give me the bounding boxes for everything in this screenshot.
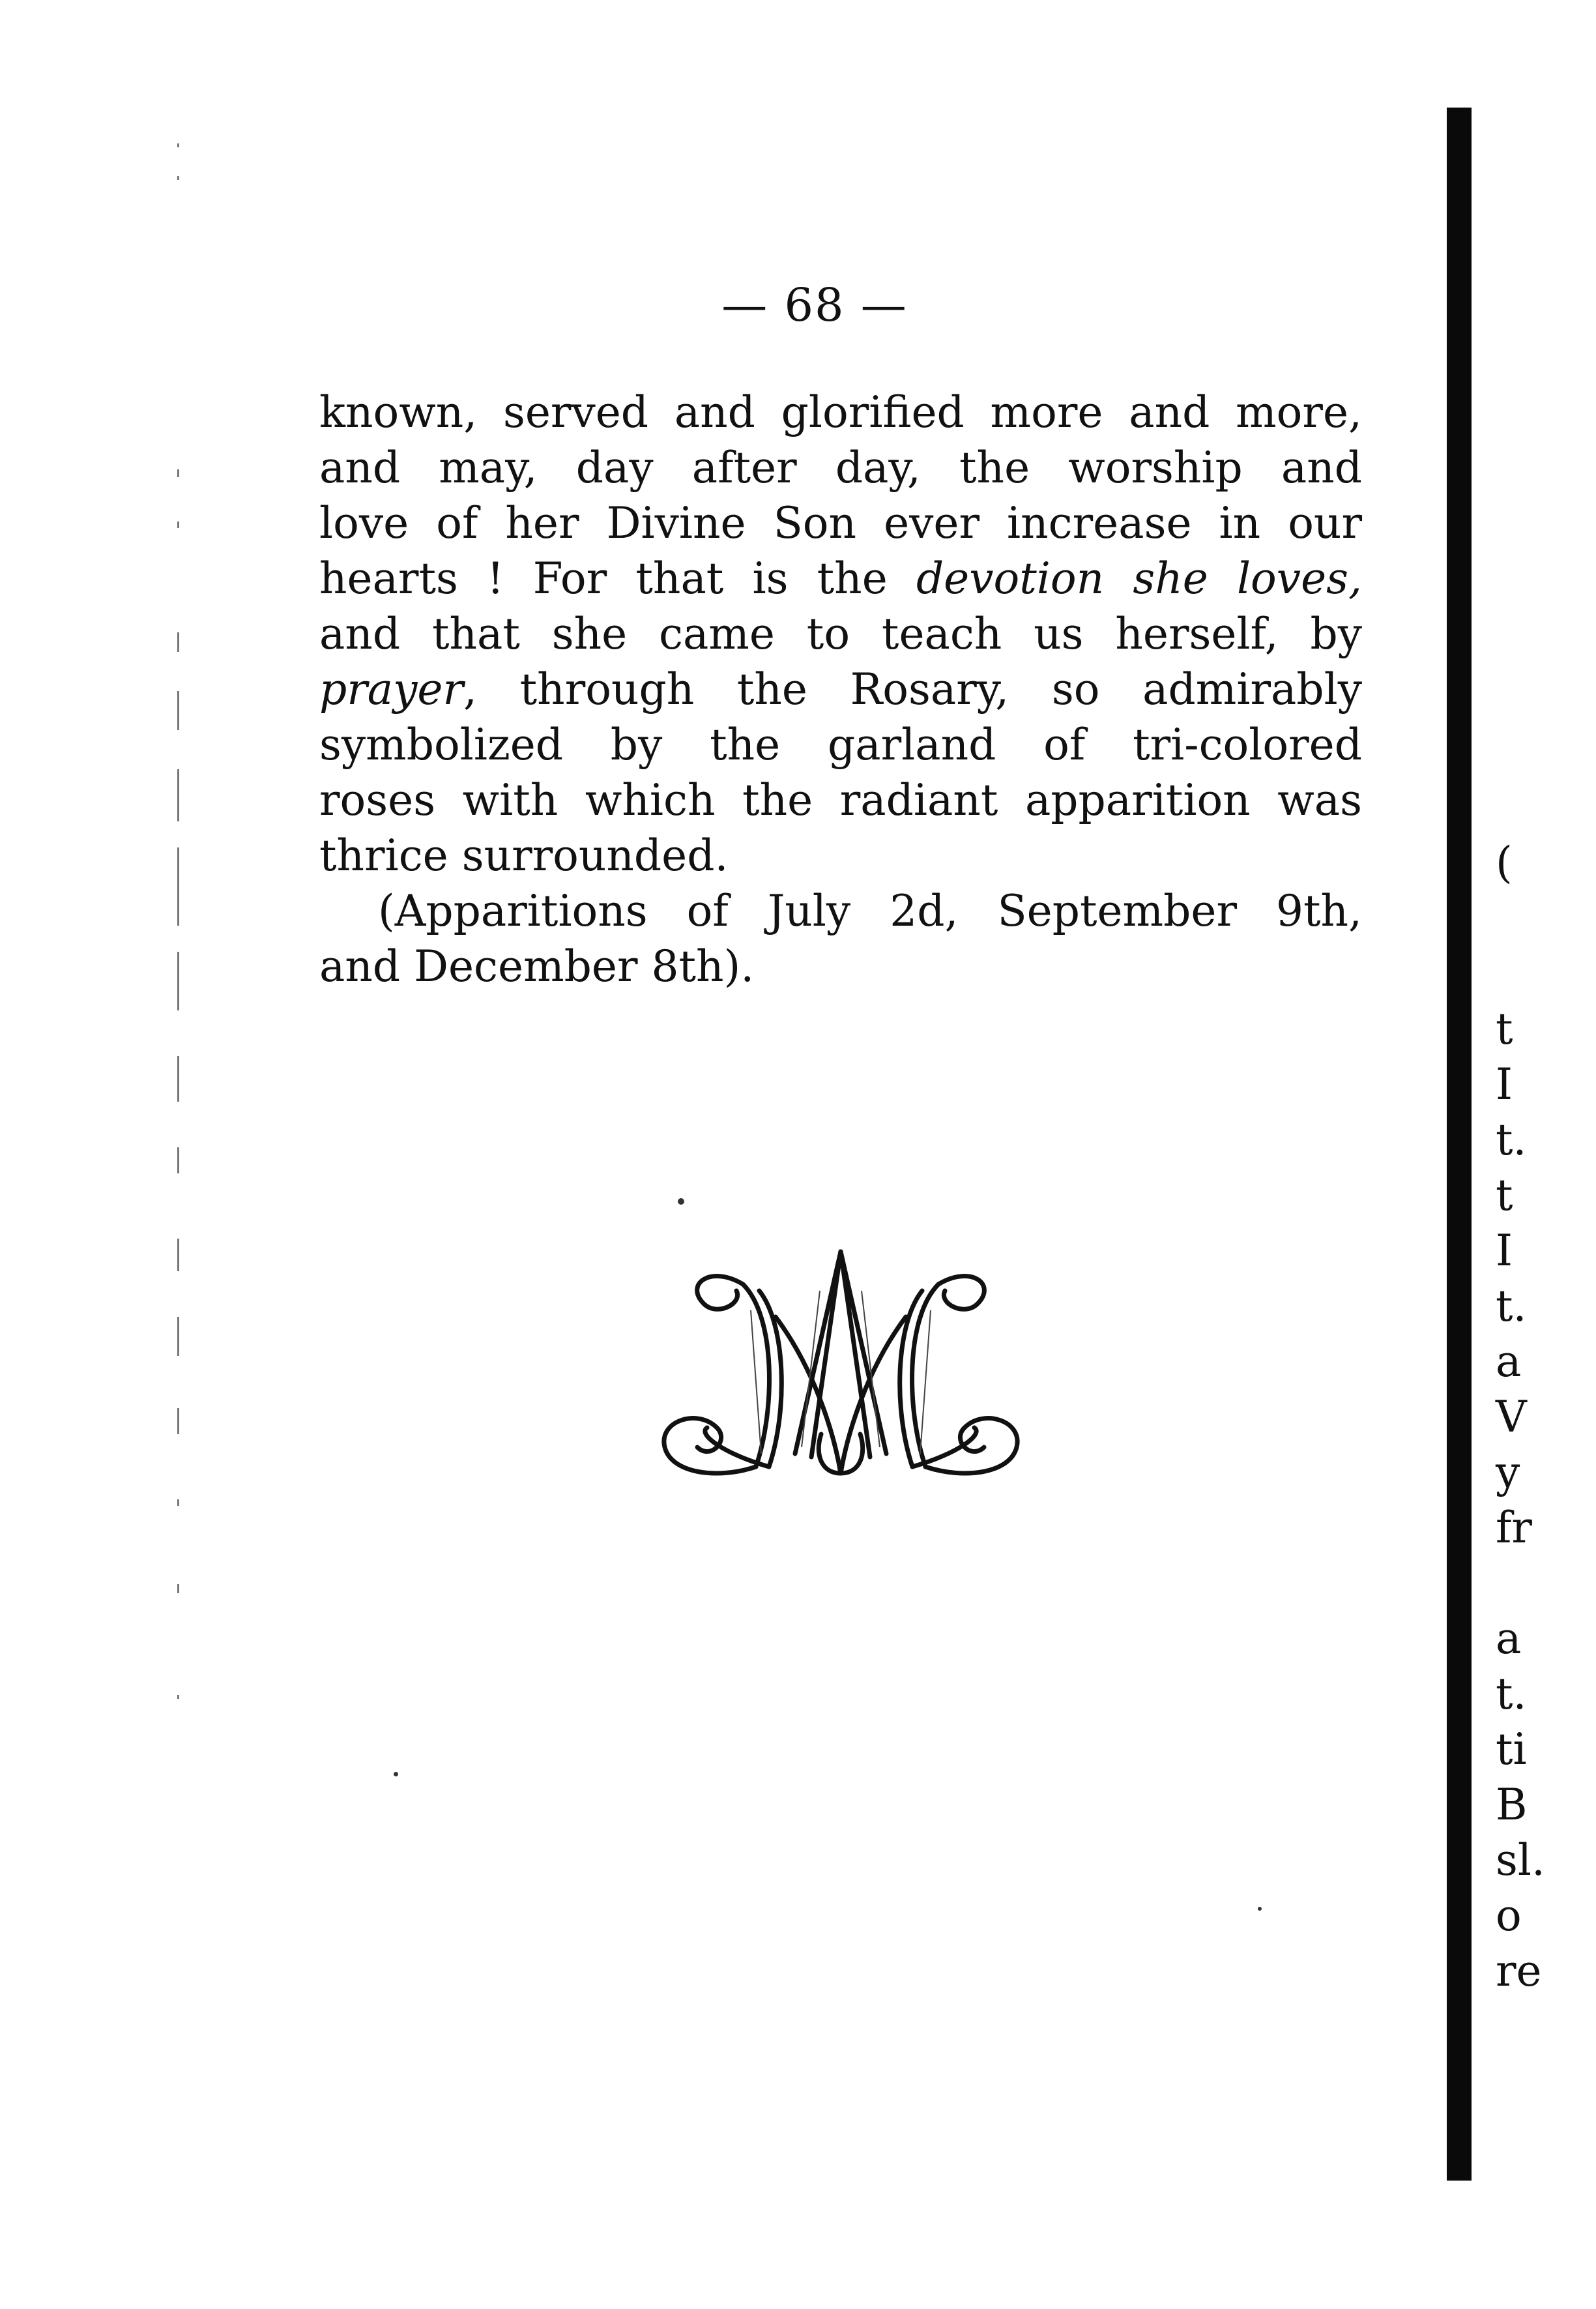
- body-text: [319, 385, 1362, 994]
- text-line: known, served and glorified more and more,: [319, 387, 1362, 437]
- text-line: love of her Divine Son ever increase in our: [319, 498, 1362, 548]
- text-line: symbolized by the garland of tri-colored: [319, 720, 1362, 770]
- fragment-glyph: B: [1496, 1780, 1528, 1830]
- scan-left-edge: [176, 130, 181, 1890]
- text-line: [319, 551, 1362, 606]
- fragment-glyph: V: [1496, 1392, 1527, 1442]
- fragment-glyph: ti: [1496, 1724, 1527, 1774]
- text-line: [319, 662, 1362, 717]
- fragment-glyph: y: [1496, 1447, 1520, 1497]
- text-run: , through the Rosary, so admirably: [463, 664, 1362, 714]
- speck: [394, 1772, 398, 1776]
- text-line: thrice surrounded.: [319, 831, 729, 881]
- fragment-glyph: I: [1496, 1226, 1513, 1276]
- fragment-glyph: a: [1496, 1336, 1522, 1387]
- text-line: and December 8th).: [319, 941, 755, 992]
- fragment-glyph: re: [1496, 1946, 1542, 1996]
- fragment-glyph: t: [1496, 1004, 1513, 1054]
- fragment-glyph: t.: [1496, 1281, 1527, 1331]
- speck: [1258, 1907, 1262, 1911]
- italic-run: prayer: [319, 664, 464, 714]
- page-number: — 68 —: [721, 278, 908, 332]
- fragment-glyph: a: [1496, 1613, 1522, 1664]
- fragment-glyph: t.: [1496, 1115, 1527, 1165]
- fragment-glyph: fr: [1496, 1503, 1532, 1553]
- text-run: hearts ! For that is the: [319, 553, 916, 604]
- fragment-glyph: sl.: [1496, 1835, 1545, 1885]
- text-line: and may, day after day, the worship and: [319, 443, 1362, 493]
- marian-monogram-ornament: [645, 1239, 1036, 1499]
- gutter-shadow: [1447, 108, 1472, 2181]
- speck: [678, 1198, 684, 1205]
- italic-run: devotion she loves,: [916, 553, 1362, 604]
- text-line: roses with which the radiant apparition was: [319, 775, 1362, 825]
- text-line: (Apparitions of July 2d, September 9th,: [378, 886, 1362, 936]
- fragment-glyph: o: [1496, 1890, 1522, 1941]
- fragment-glyph: t.: [1496, 1669, 1527, 1719]
- text-line: and that she came to teach us herself, by: [319, 609, 1362, 659]
- fragment-glyph: I: [1496, 1059, 1513, 1110]
- fragment-glyph: (: [1496, 838, 1513, 888]
- fragment-glyph: t: [1496, 1170, 1513, 1220]
